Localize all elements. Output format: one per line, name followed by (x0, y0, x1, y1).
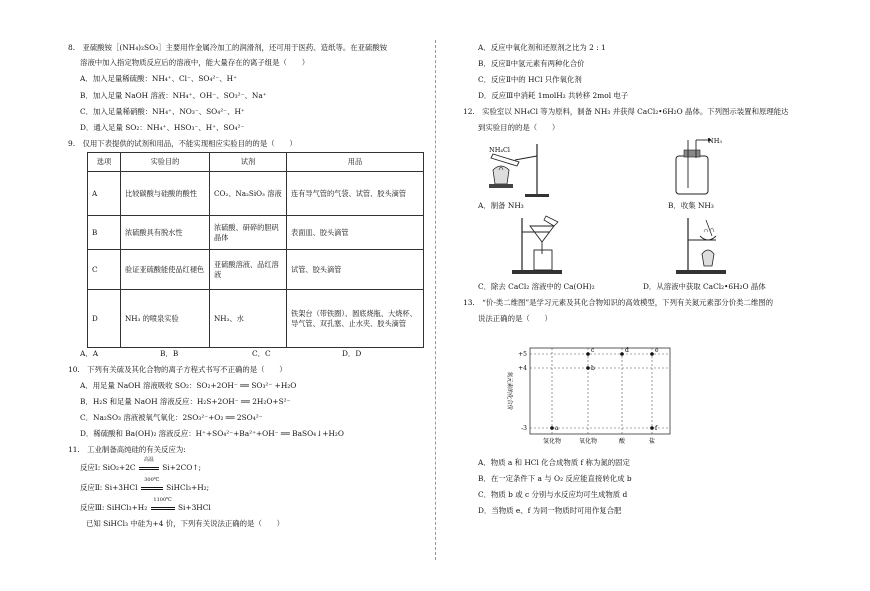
table-cell: 验证亚硫酸能使品红褪色 (121, 250, 210, 290)
q8-option-d[interactable]: D．通入足量 SO₂：NH₄⁺、HSO₃⁻、H⁺、SO₄²⁻ (80, 123, 245, 132)
table-cell: C (88, 250, 121, 290)
point-f (650, 426, 654, 430)
table-cell: B (88, 216, 121, 250)
q13-stem-line2: 说法正确的是（ ） (478, 314, 552, 323)
q10-stem: 10. 下列有关硫及其化合物的离子方程式书写不正确的是（ ） (68, 365, 287, 374)
table-row (88, 172, 424, 216)
point-label-a: a (555, 425, 559, 432)
q11-option-a[interactable]: A．反应中氧化剂和还原剂之比为 2 : 1 (478, 43, 606, 52)
table-cell: 铁架台（带铁圈）、圆底烧瓶、大烧杯、导气管、双孔塞、止水夹、胶头滴管 (287, 290, 424, 348)
reaction-left: SiO₂+2C (102, 463, 136, 472)
table-header-row (88, 153, 424, 172)
apparatus-b-diagram (668, 138, 728, 198)
q12-option-b[interactable]: B．收集 NH₃ (668, 201, 714, 210)
column-divider (435, 40, 436, 560)
reaction-right: Si+3HCl (177, 503, 211, 512)
point-label-f: f (655, 425, 658, 432)
reaction-condition: 1100℃ (153, 497, 172, 503)
label-nh4cl: NH₄Cl (489, 146, 511, 154)
q12-stem-line2: 到实验目的的是（ ） (478, 123, 560, 132)
q9-option-d[interactable]: D．D (342, 349, 362, 358)
point-label-b: b (591, 365, 595, 372)
q13-option-b[interactable]: B．在一定条件下 a 与 O₂ 反应能直接转化成 b (478, 474, 632, 483)
q11-reaction-2 (80, 477, 210, 492)
q12-stem-line1: 12. 实验室以 NH₄Cl 等为原料，制备 NH₃ 并获得 CaCl₂•6H₂O 晶体。下列图示装置和原理能达 (463, 107, 789, 116)
q10-option-d[interactable]: D．稀硫酸和 Ba(OH)₂ 溶液反应：H⁺+SO₄²⁻+Ba²⁺+OH⁻ ══ BaSO₄↓+H₂O (80, 429, 344, 438)
header-purpose: 实验目的 (121, 153, 210, 172)
q11-option-d[interactable]: D．反应Ⅲ中消耗 1molH₂ 共转移 2mol 电子 (478, 91, 629, 100)
header-reagent: 试剂 (210, 153, 287, 172)
q9-table (87, 152, 424, 348)
apparatus-d-diagram (672, 214, 732, 276)
q13-option-a[interactable]: A．物质 a 和 HCl 化合成物质 f 称为氮的固定 (478, 458, 630, 467)
reaction-arrow (150, 497, 176, 512)
q9-option-a[interactable]: A．A (80, 349, 99, 358)
table-row (88, 216, 424, 250)
header-supplies: 用品 (287, 153, 424, 172)
reaction-arrow (140, 477, 164, 492)
table-cell: 亚硫酸溶液、品红溶液 (210, 250, 287, 290)
reaction-left: SiHCl₃+H₂ (106, 503, 148, 512)
table-cell: NH₃、水 (210, 290, 287, 348)
x-tick-label: 氢化物 (542, 438, 562, 445)
q11-reaction-3 (80, 497, 211, 512)
q8-option-c[interactable]: C．加入足量稀硝酸：NH₄⁺、NO₃⁻、SO₄²⁻、H⁺ (80, 107, 245, 116)
point-b (586, 366, 590, 370)
reaction-arrow (138, 457, 160, 472)
reaction-left: Si+3HCl (104, 483, 138, 492)
q12-option-c[interactable]: C．除去 CaCl₂ 溶液中的 Ca(OH)₂ (478, 282, 595, 291)
q10-option-b[interactable]: B．H₂S 和足量 NaOH 溶液反应：H₂S+2OH⁻ ══ 2H₂O+S²⁻ (80, 397, 291, 406)
table-cell: NH₃ 的喷泉实验 (121, 290, 210, 348)
point-label-e: e (655, 347, 659, 354)
q11-tail: 已知 SiHCl₃ 中硅为+4 价，下列有关说法正确的是（ ） (86, 519, 285, 528)
table-cell: D (88, 290, 121, 348)
q9-option-b[interactable]: B．B (160, 349, 179, 358)
x-tick-label: 酸 (618, 438, 626, 445)
point-label-d: d (625, 347, 629, 354)
q8-stem-line1: 8. 亚硫酸铵［(NH₄)₂SO₃］主要用作金属冷加工的润滑剂，还可用于医药、造纸等。在亚硫酸铵 (68, 43, 388, 52)
q9-stem: 9. 仅用下表提供的试剂和用品，不能实现相应实验目的的是（ ） (68, 139, 297, 148)
q10-option-a[interactable]: A．用足量 NaOH 溶液吸收 SO₂：SO₂+2OH⁻ ══ SO₃²⁻ +H₂O (80, 381, 297, 390)
point-c (586, 352, 590, 356)
y-tick-label: -3 (521, 425, 527, 432)
reaction-label: 反应Ⅱ: (80, 483, 103, 492)
y-tick-label: +5 (518, 351, 527, 358)
q11-option-b[interactable]: B．反应Ⅱ中氢元素有两种化合价 (478, 59, 585, 68)
reaction-label: 反应Ⅲ: (80, 503, 105, 512)
valence-class-chart (500, 340, 690, 452)
table-cell: 表面皿、胶头滴管 (287, 216, 424, 250)
plot-frame (530, 348, 670, 434)
table-cell: 比较碳酸与硅酸的酸性 (121, 172, 210, 216)
table-cell: CO₂、Na₂SiO₃ 溶液 (210, 172, 287, 216)
x-tick-label: 盐 (648, 438, 656, 445)
q8-option-b[interactable]: B．加入足量 NaOH 溶液：NH₄⁺、OH⁻、SO₃²⁻、Na⁺ (80, 91, 267, 100)
q10-option-c[interactable]: C．Na₂SO₃ 溶液被氧气氧化：2SO₃²⁻+O₂ ══ 2SO₄²⁻ (80, 413, 263, 422)
reaction-condition: 300℃ (144, 477, 160, 483)
q8-option-a[interactable]: A．加入足量稀硫酸：NH₄⁺、Cl⁻、SO₄²⁻、H⁺ (80, 74, 238, 83)
point-label-c: c (591, 347, 595, 354)
y-axis-label: 氮元素的化合价 (506, 371, 512, 411)
q11-reaction-1 (80, 457, 201, 472)
q12-option-a[interactable]: A．制备 NH₃ (478, 201, 524, 210)
q13-option-d[interactable]: D．当物质 e、f 为同一物质时可用作复合肥 (478, 506, 622, 515)
point-d (620, 352, 624, 356)
table-cell: 试管、胶头滴管 (287, 250, 424, 290)
point-a (550, 426, 554, 430)
table-cell: A (88, 172, 121, 216)
q9-option-c[interactable]: C．C (252, 349, 271, 358)
x-tick-label: 氧化物 (578, 438, 598, 445)
table-cell: 浓硫酸具有脱水性 (121, 216, 210, 250)
apparatus-c-diagram (510, 212, 570, 276)
header-option: 选项 (88, 153, 121, 172)
reaction-condition: 高温 (143, 457, 154, 463)
q8-stem-line2: 溶液中加入指定物质反应后的溶液中，能大量存在的离子组是（ ） (80, 58, 310, 67)
point-e (650, 352, 654, 356)
q12-option-d[interactable]: D．从溶液中获取 CaCl₂•6H₂O 晶体 (643, 282, 766, 291)
table-row (88, 250, 424, 290)
q11-option-c[interactable]: C．反应Ⅱ中的 HCl 只作氧化剂 (478, 75, 582, 84)
table-cell: 连有导气管的气袋、试管、胶头滴管 (287, 172, 424, 216)
y-tick-label: +4 (518, 365, 527, 372)
q13-option-c[interactable]: C．物质 b 或 c 分别与水反应均可生成物质 d (478, 490, 628, 499)
reaction-right: SiHCl₃+H₂; (166, 483, 210, 492)
q11-stem: 11. 工业制备高纯硅的有关反应为: (68, 445, 186, 454)
table-cell: 浓硫酸、研碎的胆矾晶体 (210, 216, 287, 250)
reaction-label: 反应Ⅰ: (80, 463, 101, 472)
table-row (88, 290, 424, 348)
label-nh3: NH₃ (708, 137, 722, 145)
reaction-right: Si+2CO↑; (162, 463, 201, 472)
q13-stem-line1: 13. “价-类二维图”是学习元素及其化合物知识的高效模型，下列有关氮元素部分价类二维图的 (463, 298, 774, 307)
